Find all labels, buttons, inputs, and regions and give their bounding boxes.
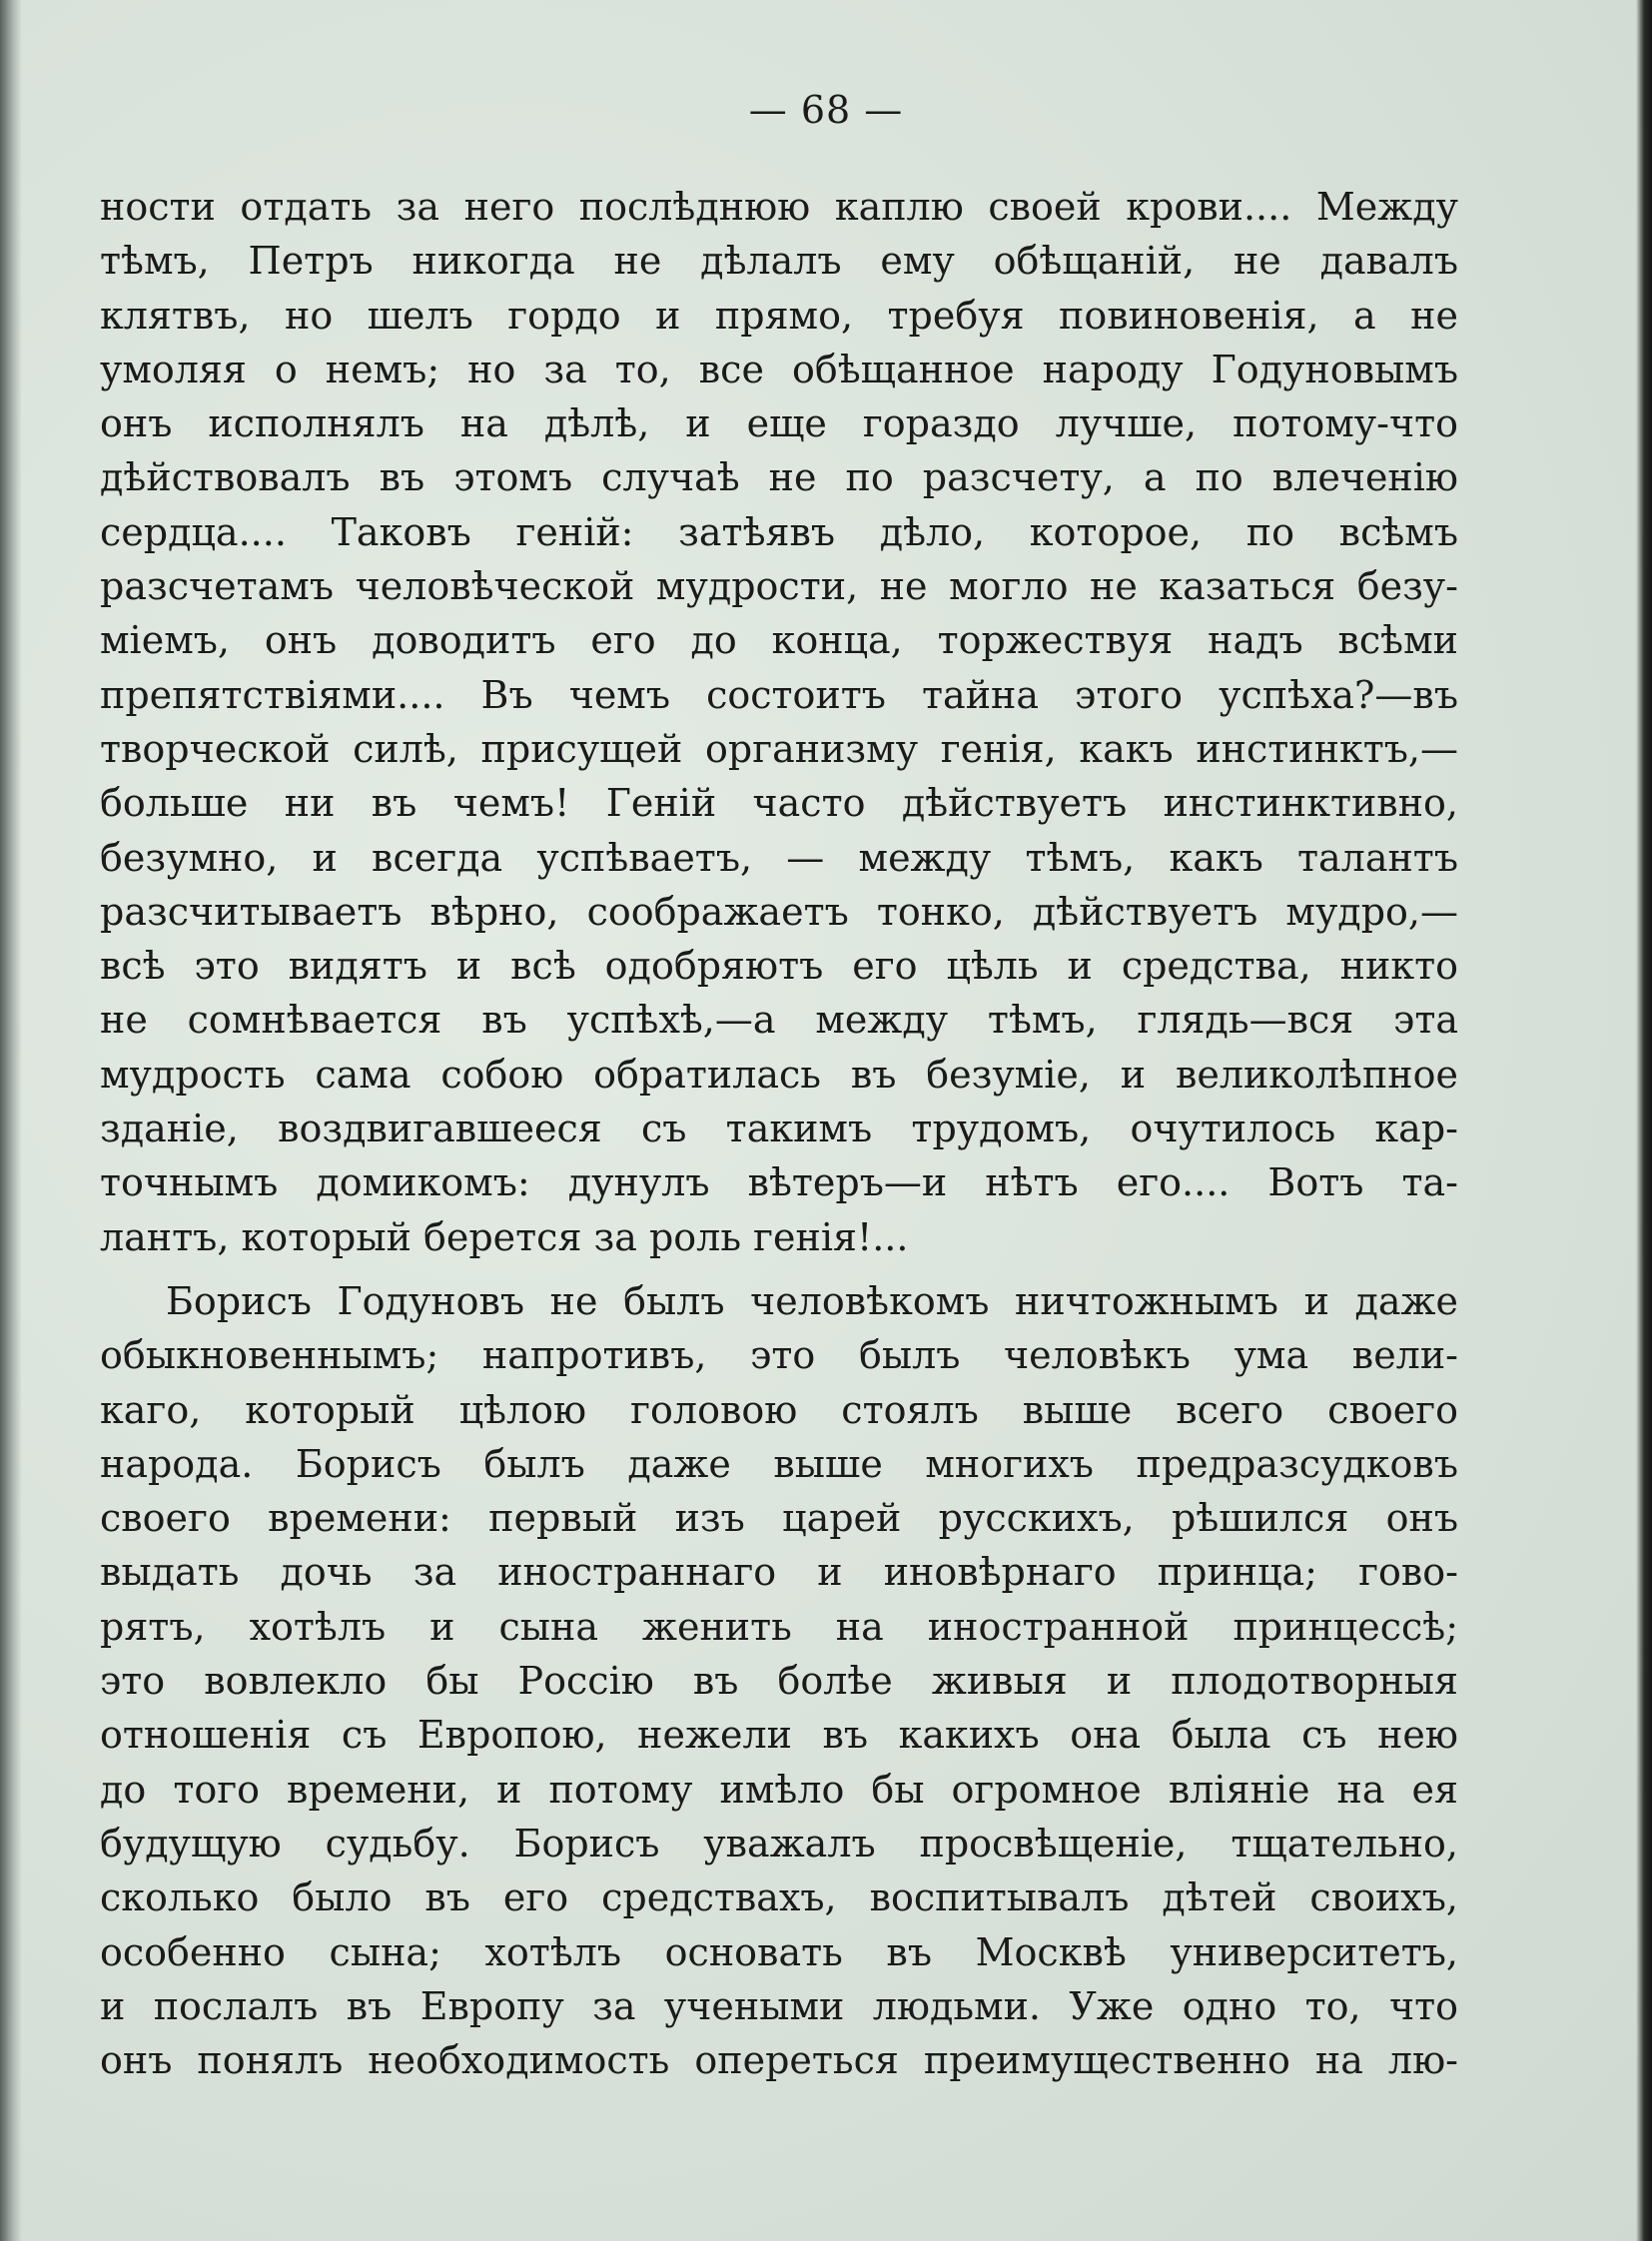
text-line: дѣйствовалъ въ этомъ случаѣ не по разсчету, а по влеченію xyxy=(100,455,1458,500)
text-line: ности отдать за него послѣднюю каплю своей крови.... Между xyxy=(100,185,1458,229)
text-line: онъ понялъ необходимость опереться преимущественно на лю- xyxy=(100,2038,1458,2083)
text-line: тѣмъ, Петръ никогда не дѣлалъ ему обѣщаній, не давалъ xyxy=(100,239,1458,284)
text-line: не сомнѣвается въ успѣхѣ,—а между тѣмъ, глядь—вся эта xyxy=(100,998,1458,1043)
text-line: до того времени, и потому имѣло бы огромное вліяніе на ея xyxy=(100,1767,1458,1812)
text-line: творческой силѣ, присущей организму генія, какъ инстинктъ,— xyxy=(100,726,1458,771)
text-line: умоляя о немъ; но за то, все обѣщанное народу Годуновымъ xyxy=(100,347,1458,391)
text-line: сердца.... Таковъ геній: затѣявъ дѣло, которое, по всѣмъ xyxy=(100,509,1458,554)
text-line: это вовлекло бы Россію въ болѣе живыя и плодотворныя xyxy=(100,1659,1458,1704)
text-line: больше ни въ чемъ! Геній часто дѣйствуетъ инстинктивно, xyxy=(100,781,1458,826)
text-line: каго, который цѣлою головою стоялъ выше всего своего xyxy=(100,1387,1458,1432)
text-line: разсчитываетъ вѣрно, соображаетъ тонко, дѣйствуетъ мудро,— xyxy=(100,889,1458,934)
text-line: лантъ, который берется за роль генія!... xyxy=(100,1214,909,1259)
text-line: особенно сына; хотѣлъ основать въ Москвѣ университетъ, xyxy=(100,1929,1458,1974)
text-line: всѣ это видятъ и всѣ одобряютъ его цѣль и средства, никто xyxy=(100,944,1458,989)
text-line: выдать дочь за иностраннаго и иновѣрнаго принца; гово- xyxy=(100,1550,1458,1595)
text-line: онъ исполнялъ на дѣлѣ, и еще гораздо лучше, потому-что xyxy=(100,401,1458,446)
text-line: зданіе, воздвигавшееся съ такимъ трудомъ, очутилось кар- xyxy=(100,1107,1458,1151)
paragraph-gap xyxy=(100,1264,1458,1274)
page-number: — 68 — xyxy=(748,88,904,132)
text-line: и послалъ въ Европу за учеными людьми. Уже одно то, что xyxy=(100,1983,1458,2028)
text-line: Борисъ Годуновъ не былъ человѣкомъ ничтожнымъ и даже xyxy=(166,1278,1458,1323)
body-text xyxy=(100,180,1458,2087)
text-line: безумно, и всегда успѣваетъ, — между тѣмъ, какъ талантъ xyxy=(100,835,1458,880)
text-line: обыкновеннымъ; напротивъ, это былъ человѣкъ ума вели- xyxy=(100,1333,1458,1378)
paragraph-1 xyxy=(100,180,1458,1264)
text-line: препятствіями.... Въ чемъ состоитъ тайна этого успѣха?—въ xyxy=(100,672,1458,717)
text-line: будущую судьбу. Борисъ уважалъ просвѣщеніе, тщательно, xyxy=(100,1821,1458,1866)
text-line: разсчетамъ человѣческой мудрости, не могло не казаться безу- xyxy=(100,564,1458,609)
text-line: мудрость сама собою обратилась въ безуміе, и великолѣпное xyxy=(100,1052,1458,1097)
text-line: народа. Борисъ былъ даже выше многихъ предразсудковъ xyxy=(100,1441,1458,1486)
text-line: своего времени: первый изъ царей русскихъ, рѣшился онъ xyxy=(100,1496,1458,1541)
text-line: сколько было въ его средствахъ, воспитывалъ дѣтей своихъ, xyxy=(100,1875,1458,1920)
text-line: міемъ, онъ доводитъ его до конца, торжествуя надъ всѣми xyxy=(100,618,1458,663)
text-line: рятъ, хотѣлъ и сына женить на иностранной принцессѣ; xyxy=(100,1604,1458,1649)
text-line: клятвъ, но шелъ гордо и прямо, требуя повиновенія, а не xyxy=(100,293,1458,338)
text-line: отношенія съ Европою, нежели въ какихъ она была съ нею xyxy=(100,1713,1458,1758)
text-line: точнымъ домикомъ: дунулъ вѣтеръ—и нѣтъ его.... Вотъ та- xyxy=(100,1160,1458,1205)
paragraph-2 xyxy=(100,1274,1458,2087)
